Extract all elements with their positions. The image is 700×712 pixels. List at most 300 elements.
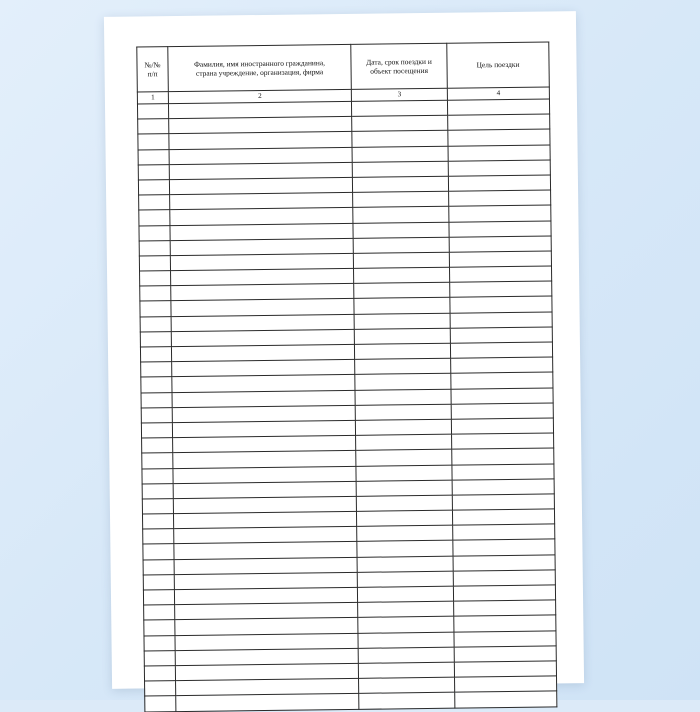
table-cell-text — [359, 639, 454, 641]
table-cell[interactable] — [353, 191, 449, 207]
table-cell-text — [176, 686, 358, 689]
table-cell[interactable] — [453, 555, 555, 571]
table-cell-text — [144, 597, 174, 598]
table-cell-text — [356, 411, 451, 413]
table-cell-text — [141, 323, 171, 324]
table-cell[interactable] — [356, 495, 452, 511]
column-header-date-trip — [351, 43, 448, 89]
table-cell-text — [174, 519, 356, 522]
table-cell-text — [451, 349, 552, 351]
column-header-name-country-line-2: страна учреждение, организация, фирма — [195, 67, 324, 78]
table-cell-text — [173, 427, 355, 430]
column-number-2: 2 — [168, 89, 351, 103]
table-cell-text — [142, 430, 172, 431]
table-cell-text — [174, 503, 356, 506]
table-cell-text — [358, 578, 453, 580]
table-cell[interactable] — [144, 620, 175, 636]
table-cell-text — [143, 506, 173, 507]
table-cell-text — [449, 152, 550, 154]
table-cell[interactable] — [357, 571, 453, 587]
table-cell[interactable] — [355, 404, 451, 420]
table-cell[interactable] — [138, 119, 169, 135]
table-cell[interactable] — [353, 252, 449, 268]
table-cell[interactable] — [355, 374, 451, 390]
table-cell-text — [145, 688, 175, 689]
table-cell[interactable] — [352, 161, 448, 177]
table-cell-text — [453, 516, 554, 518]
table-cell-text — [144, 582, 174, 583]
table-cell[interactable] — [138, 164, 169, 180]
table-cell-text — [142, 399, 172, 400]
table-cell[interactable] — [453, 570, 555, 586]
table-cell[interactable] — [450, 312, 552, 328]
table-cell[interactable] — [357, 586, 453, 602]
table-cell-text — [171, 276, 353, 279]
table-cell-text — [454, 592, 555, 594]
table-cell-text — [354, 274, 449, 276]
table-cell-text — [354, 244, 449, 246]
table-cell-text — [143, 551, 173, 552]
table-cell-text — [171, 245, 353, 248]
table-cell-text — [174, 534, 356, 537]
table-cell[interactable] — [452, 448, 554, 464]
table-cell-text — [143, 490, 173, 491]
table-cell[interactable] — [454, 646, 556, 662]
table-cell-text — [172, 321, 354, 324]
table-cell-text — [357, 502, 452, 504]
table-cell-text — [169, 139, 351, 142]
table-cell-text — [355, 381, 450, 383]
table-cell-text — [352, 123, 447, 125]
table-cell[interactable] — [452, 494, 554, 510]
table-cell-text — [453, 486, 554, 488]
table-cell-text — [357, 472, 452, 474]
table-cell-text — [358, 624, 453, 626]
table-cell-text — [454, 562, 555, 564]
table-cell[interactable] — [450, 296, 552, 312]
table-cell[interactable] — [449, 266, 551, 282]
table-cell-text — [172, 382, 354, 385]
table-cell[interactable] — [356, 434, 452, 450]
table-cell[interactable] — [144, 635, 175, 651]
column-header-date-trip-line-2: объект посещения — [370, 65, 429, 76]
table-cell[interactable] — [354, 343, 450, 359]
table-cell[interactable] — [455, 691, 557, 707]
table-cell[interactable] — [140, 271, 171, 287]
table-cell[interactable] — [353, 207, 449, 223]
table-cell[interactable] — [359, 692, 455, 708]
table-cell-text — [175, 564, 357, 567]
table-cell[interactable] — [139, 210, 170, 226]
table-cell[interactable] — [176, 694, 359, 711]
table-cell-text — [174, 488, 356, 491]
table-cell-text — [357, 517, 452, 519]
table-cell[interactable] — [450, 281, 552, 297]
table-cell[interactable] — [449, 190, 551, 206]
table-cell-text — [452, 425, 553, 427]
table-head — [137, 42, 550, 104]
table-cell-text — [451, 364, 552, 366]
table-cell-text — [450, 243, 551, 245]
table-cell[interactable] — [449, 251, 551, 267]
table-cell[interactable] — [142, 453, 173, 469]
table-cell[interactable] — [139, 195, 170, 211]
table-cell[interactable] — [142, 483, 173, 499]
table-cell-text — [448, 106, 549, 108]
table-cell[interactable] — [448, 114, 550, 130]
column-header-number-line-2: п/п — [147, 69, 158, 79]
table-cell-text — [358, 593, 453, 595]
table-cell-text — [176, 640, 358, 643]
table-cell[interactable] — [354, 313, 450, 329]
table-cell-text — [353, 183, 448, 185]
table-cell[interactable] — [142, 438, 173, 454]
table-cell-text — [453, 531, 554, 533]
table-cell-text — [173, 458, 355, 461]
table-cell-text — [172, 367, 354, 370]
table-cell-text — [170, 169, 352, 172]
table-cell[interactable] — [141, 362, 172, 378]
table-cell-text — [172, 336, 354, 339]
table-cell-text — [145, 642, 175, 643]
table-cell-text — [358, 563, 453, 565]
table-cell[interactable] — [359, 677, 455, 693]
table-cell-text — [454, 622, 555, 624]
table-cell-text — [170, 184, 352, 187]
table-cell-text — [142, 445, 172, 446]
table-cell-text — [359, 654, 454, 656]
table-cell-text — [450, 228, 551, 230]
table-cell[interactable] — [452, 479, 554, 495]
table-cell-text — [140, 247, 170, 248]
table-cell-text — [455, 698, 556, 700]
column-number-4: 4 — [447, 87, 549, 100]
table-cell[interactable] — [139, 240, 170, 256]
table-cell-text — [144, 627, 174, 628]
table-cell[interactable] — [453, 585, 555, 601]
table-cell-text — [450, 258, 551, 260]
table-cell[interactable] — [138, 134, 169, 150]
table-cell[interactable] — [356, 510, 452, 526]
table-cell-text — [175, 625, 357, 628]
table-cell-text — [173, 397, 355, 400]
table-cell-text — [352, 138, 447, 140]
table-cell-text — [138, 126, 168, 127]
table-cell[interactable] — [451, 357, 553, 373]
table-cell-text — [453, 546, 554, 548]
table-cell-text — [169, 124, 351, 127]
table-cell-text — [452, 440, 553, 442]
table-cell-text — [140, 278, 170, 279]
table-cell[interactable] — [140, 347, 171, 363]
table-cell-text — [173, 412, 355, 415]
table-cell-text — [176, 701, 358, 704]
table-cell[interactable] — [354, 267, 450, 283]
table-cell[interactable] — [455, 676, 557, 692]
table-cell[interactable] — [138, 149, 169, 165]
table-cell-text — [176, 655, 358, 658]
table-cell[interactable] — [141, 407, 172, 423]
table-cell-text — [452, 471, 553, 473]
table-cell-text — [450, 288, 551, 290]
table-cell[interactable] — [450, 342, 552, 358]
column-number-3: 3 — [351, 88, 447, 101]
table-cell-text — [139, 217, 169, 218]
table-cell[interactable] — [452, 509, 554, 525]
table-cell[interactable] — [352, 131, 448, 147]
column-header-purpose-line-1: Цель поездки — [476, 60, 520, 70]
table-cell-text — [175, 610, 357, 613]
table-cell-text — [450, 273, 551, 275]
table-cell-text — [356, 426, 451, 428]
table-cell[interactable] — [352, 146, 448, 162]
table-cell[interactable] — [145, 681, 176, 697]
table-cell[interactable] — [351, 100, 447, 116]
table-cell[interactable] — [353, 222, 449, 238]
table-cell[interactable] — [452, 433, 554, 449]
table-cell[interactable] — [451, 418, 553, 434]
table-cell-text — [356, 457, 451, 459]
table-cell-text — [354, 229, 449, 231]
table-cell-text — [175, 594, 357, 597]
table-cell[interactable] — [354, 282, 450, 298]
table-cell[interactable] — [141, 377, 172, 393]
table-cell[interactable] — [142, 468, 173, 484]
table-cell[interactable] — [143, 590, 174, 606]
table-cell-text — [354, 259, 449, 261]
table-cell[interactable] — [145, 696, 176, 712]
table-cell-text — [143, 521, 173, 522]
table-cell-text — [452, 395, 553, 397]
table-cell-text — [145, 657, 175, 658]
table-cell[interactable] — [451, 388, 553, 404]
table-cell-text — [455, 638, 556, 640]
table-cell-text — [138, 141, 168, 142]
table-cell[interactable] — [138, 180, 169, 196]
table-cell[interactable] — [447, 99, 549, 115]
table-cell-text — [139, 202, 169, 203]
table-cell[interactable] — [143, 529, 174, 545]
table-cell-text — [357, 533, 452, 535]
document-page — [104, 11, 584, 689]
table-cell-text — [356, 441, 451, 443]
table-cell-text — [354, 290, 449, 292]
column-number-1: 1 — [137, 92, 168, 104]
table-cell-text — [144, 566, 174, 567]
table-cell-text — [449, 212, 550, 214]
table-cell-text — [455, 683, 556, 685]
table-cell[interactable] — [144, 666, 175, 682]
table-cell[interactable] — [454, 661, 556, 677]
table-cell[interactable] — [451, 372, 553, 388]
table-cell-text — [357, 487, 452, 489]
table-cell-text — [454, 577, 555, 579]
table-cell[interactable] — [454, 615, 556, 631]
table-cell-text — [448, 136, 549, 138]
table-cell-text — [357, 548, 452, 550]
table-cell-text — [171, 260, 353, 263]
table-cell[interactable] — [453, 539, 555, 555]
table-cell-text — [140, 308, 170, 309]
table-cell-text — [353, 168, 448, 170]
table-cell-text — [142, 414, 172, 415]
table-cell-text — [175, 579, 357, 582]
table-cell[interactable] — [358, 601, 454, 617]
table-cell-text — [359, 684, 454, 686]
table-cell[interactable] — [356, 450, 452, 466]
table-cell-text — [170, 154, 352, 157]
column-header-date-trip-line-1: Дата, срок поездки и — [366, 56, 432, 67]
table-cell-text — [452, 455, 553, 457]
table-body — [137, 99, 556, 711]
table-cell[interactable] — [454, 630, 556, 646]
table-cell-text — [455, 668, 556, 670]
table-cell-text — [138, 111, 168, 112]
table-cell-text — [355, 365, 450, 367]
table-cell[interactable] — [453, 524, 555, 540]
table-cell-text — [141, 339, 171, 340]
table-cell-text — [449, 182, 550, 184]
table-cell[interactable] — [355, 358, 451, 374]
table-cell-text — [174, 473, 356, 476]
table-cell[interactable] — [144, 605, 175, 621]
table-cell-text — [451, 379, 552, 381]
table-cell-text — [140, 232, 170, 233]
table-cell[interactable] — [451, 403, 553, 419]
table-cell[interactable] — [143, 544, 174, 560]
table-cell[interactable] — [357, 541, 453, 557]
table-cell[interactable] — [143, 559, 174, 575]
table-cell-text — [452, 410, 553, 412]
table-cell[interactable] — [454, 600, 556, 616]
table-cell[interactable] — [448, 129, 550, 145]
table-cell-text — [141, 369, 171, 370]
table-cell[interactable] — [353, 237, 449, 253]
table-cell-text — [139, 171, 169, 172]
table-cell-text — [171, 306, 353, 309]
table-cell[interactable] — [141, 392, 172, 408]
table-cell-text — [455, 653, 556, 655]
table-cell[interactable] — [448, 175, 550, 191]
table-cell-text — [453, 501, 554, 503]
table-cell-text — [143, 475, 173, 476]
table-cell[interactable] — [449, 236, 551, 252]
table-cell-text — [170, 200, 352, 203]
table-cell[interactable] — [141, 423, 172, 439]
table-cell-text — [140, 263, 170, 264]
table-cell[interactable] — [140, 331, 171, 347]
table-cell-text — [174, 549, 356, 552]
table-cell-text — [176, 670, 358, 673]
column-header-name-country — [168, 44, 352, 91]
table-cell-text — [454, 607, 555, 609]
table-cell-text — [355, 335, 450, 337]
table-cell[interactable] — [139, 225, 170, 241]
column-header-number — [137, 47, 169, 92]
table-cell-text — [144, 612, 174, 613]
table-cell-text — [449, 167, 550, 169]
table-cell[interactable] — [140, 286, 171, 302]
table-cell-text — [353, 153, 448, 155]
table-cell[interactable] — [142, 498, 173, 514]
table-cell[interactable] — [352, 115, 448, 131]
table-cell[interactable] — [358, 662, 454, 678]
table-cell[interactable] — [355, 389, 451, 405]
table-cell-text — [139, 187, 169, 188]
table-cell-text — [142, 460, 172, 461]
table-cell-text — [145, 673, 175, 674]
table-cell[interactable] — [355, 419, 451, 435]
table-cell[interactable] — [354, 298, 450, 314]
table-cell[interactable] — [137, 104, 168, 120]
table-cell-text — [358, 608, 453, 610]
table-cell-text — [172, 351, 354, 354]
table-cell-text — [139, 156, 169, 157]
table-cell-text — [352, 107, 447, 109]
table-cell[interactable] — [352, 176, 448, 192]
table-cell[interactable] — [448, 145, 550, 161]
table-cell-text — [141, 354, 171, 355]
table-cell-text — [355, 350, 450, 352]
table-cell[interactable] — [358, 632, 454, 648]
table-cell[interactable] — [356, 480, 452, 496]
table-cell-text — [143, 536, 173, 537]
table-cell-text — [449, 197, 550, 199]
table-cell-text — [145, 703, 175, 704]
table-cell-text — [451, 319, 552, 321]
table-cell-text — [353, 198, 448, 200]
table-cell[interactable] — [358, 647, 454, 663]
table-cell-text — [355, 320, 450, 322]
register-table-container — [136, 42, 552, 712]
table-cell-text — [171, 230, 353, 233]
table-cell[interactable] — [144, 650, 175, 666]
table-cell[interactable] — [143, 574, 174, 590]
table-cell-text — [173, 443, 355, 446]
header-row — [137, 42, 550, 92]
table-cell-text — [354, 305, 449, 307]
table-cell[interactable] — [357, 556, 453, 572]
column-header-number-line-1: №/№ — [144, 59, 161, 70]
register-table — [136, 41, 557, 711]
table-cell[interactable] — [358, 617, 454, 633]
table-cell[interactable] — [449, 205, 551, 221]
table-cell[interactable] — [140, 316, 171, 332]
table-cell-text — [171, 291, 353, 294]
table-cell[interactable] — [357, 525, 453, 541]
table-cell[interactable] — [452, 463, 554, 479]
table-cell-text — [140, 293, 170, 294]
table-cell-text — [170, 215, 352, 218]
table-cell[interactable] — [448, 160, 550, 176]
table-cell-text — [169, 108, 351, 111]
table-cell[interactable] — [356, 465, 452, 481]
table-cell[interactable] — [142, 514, 173, 530]
table-cell[interactable] — [139, 255, 170, 271]
table-cell[interactable] — [354, 328, 450, 344]
table-cell-text — [359, 669, 454, 671]
column-header-purpose — [447, 42, 550, 88]
table-cell[interactable] — [450, 327, 552, 343]
table-cell[interactable] — [449, 220, 551, 236]
column-header-name-country-line-1: Фамилия, имя иностранного гражданина, — [193, 57, 325, 69]
table-cell-text — [353, 214, 448, 216]
table-cell-text — [356, 396, 451, 398]
table-cell-text — [451, 334, 552, 336]
table-cell-text — [448, 121, 549, 123]
table-cell[interactable] — [140, 301, 171, 317]
table-cell-text — [141, 384, 171, 385]
